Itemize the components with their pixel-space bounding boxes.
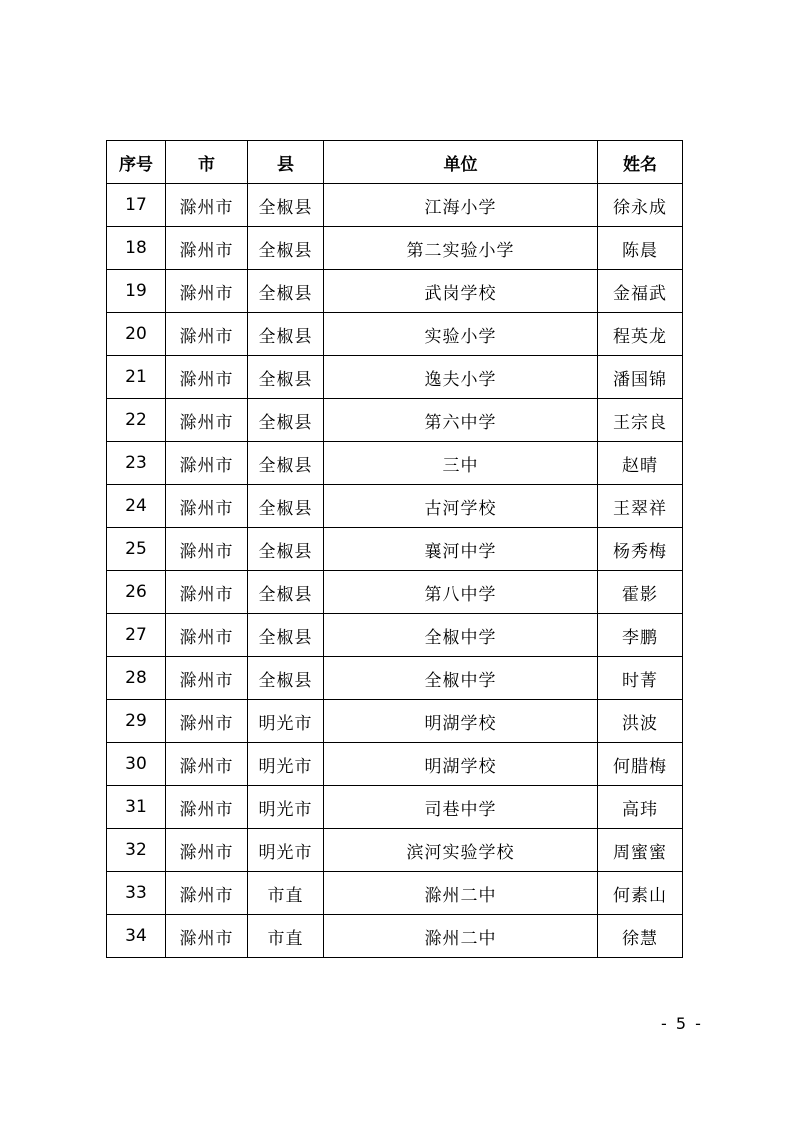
cell-county: 市直 (248, 915, 324, 958)
table-header (107, 141, 683, 184)
cell-city: 滁州市 (166, 485, 248, 528)
cell-seq: 29 (107, 700, 166, 743)
cell-seq: 32 (107, 829, 166, 872)
cell-unit: 第二实验小学 (324, 227, 598, 270)
cell-city: 滁州市 (166, 313, 248, 356)
cell-name: 陈晨 (598, 227, 683, 270)
cell-city: 滁州市 (166, 528, 248, 571)
cell-name: 徐慧 (598, 915, 683, 958)
table-row (107, 614, 683, 657)
cell-unit: 三中 (324, 442, 598, 485)
cell-unit: 武岗学校 (324, 270, 598, 313)
cell-name: 金福武 (598, 270, 683, 313)
cell-city: 滁州市 (166, 786, 248, 829)
cell-unit: 第六中学 (324, 399, 598, 442)
table-row (107, 571, 683, 614)
cell-name: 霍影 (598, 571, 683, 614)
cell-seq: 27 (107, 614, 166, 657)
cell-name: 赵晴 (598, 442, 683, 485)
cell-seq: 28 (107, 657, 166, 700)
cell-county: 全椒县 (248, 485, 324, 528)
page-number: - 5 - (661, 1014, 703, 1033)
table-row (107, 786, 683, 829)
cell-county: 明光市 (248, 829, 324, 872)
table-row (107, 356, 683, 399)
cell-unit: 古河学校 (324, 485, 598, 528)
table-row (107, 743, 683, 786)
cell-name: 洪波 (598, 700, 683, 743)
cell-seq: 23 (107, 442, 166, 485)
cell-name: 高玮 (598, 786, 683, 829)
header-name: 姓名 (598, 141, 683, 184)
cell-name: 何腊梅 (598, 743, 683, 786)
cell-unit: 滁州二中 (324, 872, 598, 915)
table-row (107, 227, 683, 270)
cell-unit: 明湖学校 (324, 743, 598, 786)
cell-seq: 18 (107, 227, 166, 270)
cell-county: 市直 (248, 872, 324, 915)
cell-seq: 22 (107, 399, 166, 442)
cell-city: 滁州市 (166, 356, 248, 399)
header-county: 县 (248, 141, 324, 184)
cell-name: 徐永成 (598, 184, 683, 227)
cell-seq: 33 (107, 872, 166, 915)
cell-city: 滁州市 (166, 872, 248, 915)
header-unit: 单位 (324, 141, 598, 184)
cell-name: 王宗良 (598, 399, 683, 442)
table-row (107, 700, 683, 743)
cell-seq: 34 (107, 915, 166, 958)
cell-county: 全椒县 (248, 614, 324, 657)
cell-unit: 实验小学 (324, 313, 598, 356)
cell-city: 滁州市 (166, 270, 248, 313)
table-row (107, 829, 683, 872)
cell-unit: 明湖学校 (324, 700, 598, 743)
cell-county: 全椒县 (248, 356, 324, 399)
cell-city: 滁州市 (166, 184, 248, 227)
table-row (107, 313, 683, 356)
table-row (107, 915, 683, 958)
cell-county: 明光市 (248, 743, 324, 786)
cell-city: 滁州市 (166, 227, 248, 270)
cell-city: 滁州市 (166, 829, 248, 872)
table-row (107, 872, 683, 915)
header-city: 市 (166, 141, 248, 184)
cell-county: 全椒县 (248, 442, 324, 485)
cell-seq: 31 (107, 786, 166, 829)
cell-unit: 滨河实验学校 (324, 829, 598, 872)
cell-name: 潘国锦 (598, 356, 683, 399)
cell-county: 全椒县 (248, 227, 324, 270)
cell-name: 时菁 (598, 657, 683, 700)
table-row (107, 442, 683, 485)
cell-county: 全椒县 (248, 528, 324, 571)
cell-seq: 30 (107, 743, 166, 786)
cell-name: 何素山 (598, 872, 683, 915)
cell-county: 明光市 (248, 786, 324, 829)
cell-name: 杨秀梅 (598, 528, 683, 571)
cell-seq: 20 (107, 313, 166, 356)
cell-unit: 全椒中学 (324, 657, 598, 700)
cell-city: 滁州市 (166, 743, 248, 786)
cell-city: 滁州市 (166, 915, 248, 958)
cell-seq: 26 (107, 571, 166, 614)
header-seq: 序号 (107, 141, 166, 184)
cell-city: 滁州市 (166, 700, 248, 743)
table-row (107, 657, 683, 700)
cell-name: 周蜜蜜 (598, 829, 683, 872)
cell-unit: 司巷中学 (324, 786, 598, 829)
header-row (107, 141, 683, 184)
table-row (107, 399, 683, 442)
cell-seq: 17 (107, 184, 166, 227)
cell-county: 全椒县 (248, 657, 324, 700)
roster-table (106, 140, 683, 958)
table-row (107, 528, 683, 571)
cell-seq: 21 (107, 356, 166, 399)
table-row (107, 485, 683, 528)
cell-name: 李鹏 (598, 614, 683, 657)
cell-unit: 江海小学 (324, 184, 598, 227)
cell-unit: 滁州二中 (324, 915, 598, 958)
cell-county: 全椒县 (248, 313, 324, 356)
cell-county: 全椒县 (248, 270, 324, 313)
cell-city: 滁州市 (166, 571, 248, 614)
table-body (107, 184, 683, 958)
cell-city: 滁州市 (166, 657, 248, 700)
cell-unit: 逸夫小学 (324, 356, 598, 399)
cell-seq: 24 (107, 485, 166, 528)
cell-city: 滁州市 (166, 442, 248, 485)
cell-county: 全椒县 (248, 571, 324, 614)
cell-county: 明光市 (248, 700, 324, 743)
cell-seq: 25 (107, 528, 166, 571)
cell-city: 滁州市 (166, 399, 248, 442)
cell-seq: 19 (107, 270, 166, 313)
cell-name: 程英龙 (598, 313, 683, 356)
table-row (107, 184, 683, 227)
cell-county: 全椒县 (248, 399, 324, 442)
cell-unit: 全椒中学 (324, 614, 598, 657)
cell-county: 全椒县 (248, 184, 324, 227)
cell-unit: 襄河中学 (324, 528, 598, 571)
cell-unit: 第八中学 (324, 571, 598, 614)
table-row (107, 270, 683, 313)
cell-name: 王翠祥 (598, 485, 683, 528)
cell-city: 滁州市 (166, 614, 248, 657)
